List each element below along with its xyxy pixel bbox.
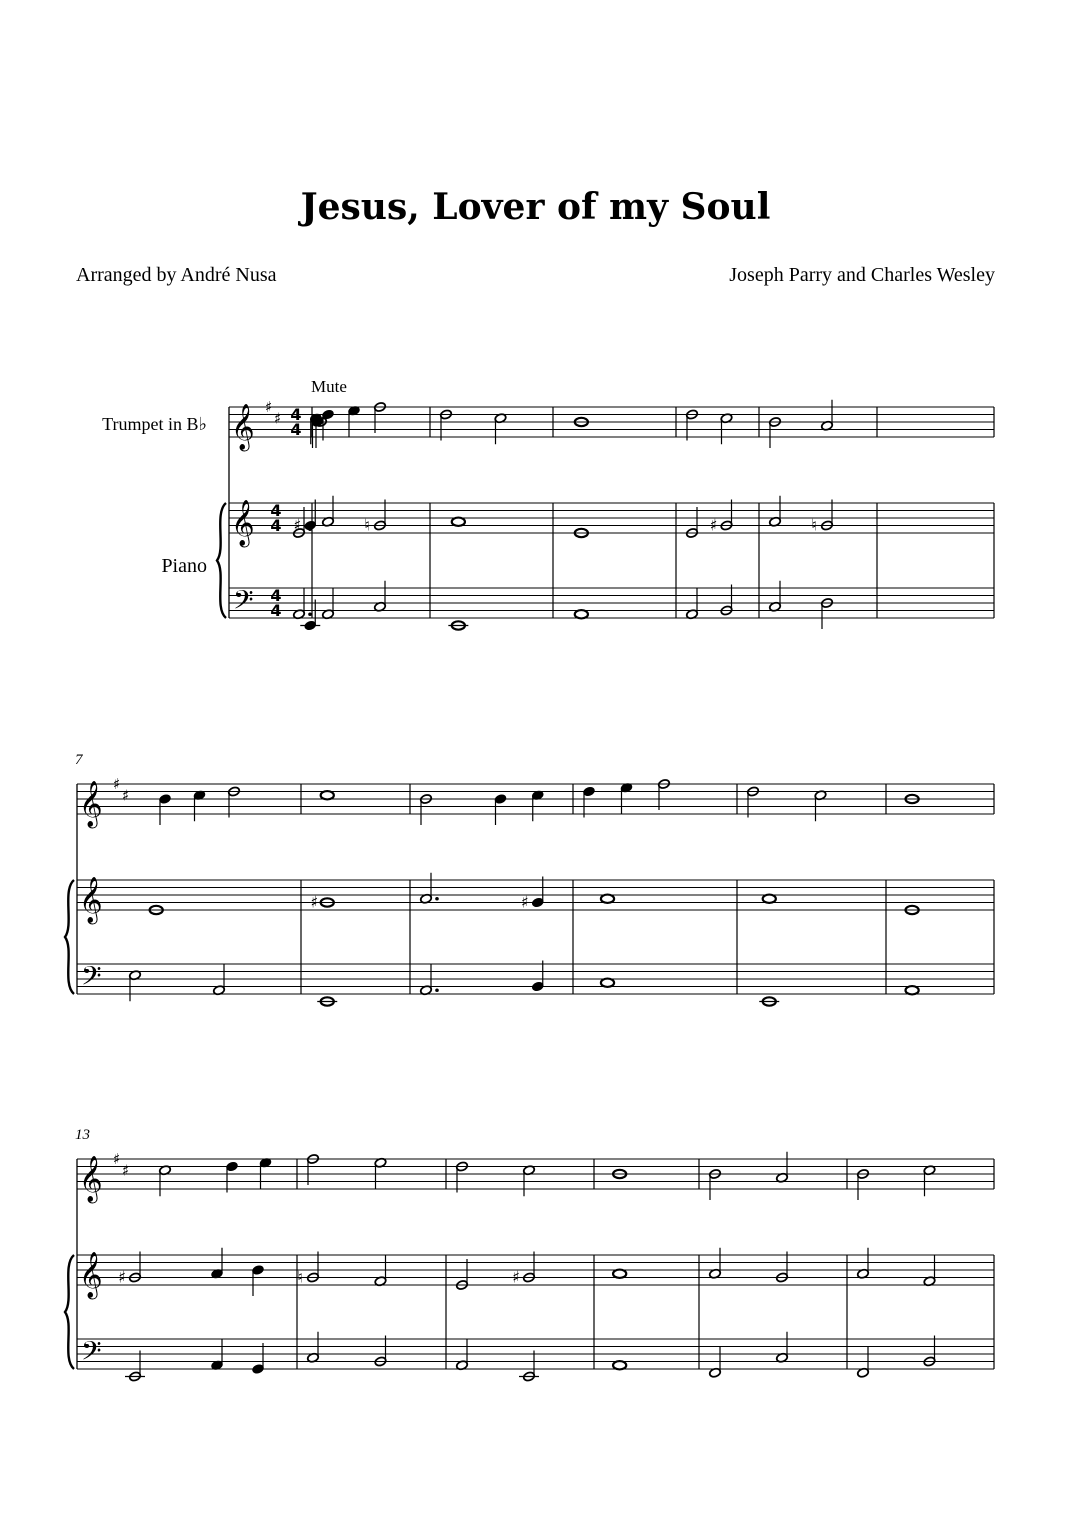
notehead-whole (613, 1270, 626, 1278)
note (720, 585, 733, 616)
note (686, 588, 699, 619)
note (321, 791, 334, 799)
note (776, 1152, 789, 1183)
note (512, 1252, 535, 1287)
note (252, 1265, 265, 1296)
note (519, 1351, 539, 1382)
piano-treble-staff (229, 503, 994, 533)
bass-clef-icon: 𝄢 (81, 1335, 102, 1373)
note (228, 786, 241, 817)
note (494, 413, 507, 444)
notehead-whole (452, 518, 465, 526)
mute-expression: Mute (311, 377, 347, 396)
key-sharp-icon: ♯ (122, 786, 130, 805)
trumpet-label: Trumpet in B♭ (102, 414, 207, 434)
note (857, 1248, 870, 1279)
note (720, 413, 733, 444)
note (763, 895, 776, 903)
note (125, 1351, 145, 1382)
note (821, 400, 834, 431)
note (686, 409, 699, 440)
piano-brace (65, 880, 74, 994)
time-signature-numerator: 4 (270, 501, 282, 520)
note (747, 786, 760, 817)
note (159, 1165, 172, 1196)
note (420, 794, 433, 825)
score-title: Jesus, Lover of my Soul (300, 186, 771, 228)
note (776, 1252, 789, 1283)
note (857, 1169, 870, 1200)
treble-clef-icon: 𝄞 (231, 404, 255, 450)
trumpet-staff (229, 407, 994, 437)
note (364, 500, 386, 535)
note (420, 964, 439, 995)
note (440, 409, 453, 440)
note (494, 794, 507, 825)
time-signature-numerator: 4 (270, 586, 282, 605)
note (769, 581, 782, 612)
note (252, 1343, 265, 1374)
note (129, 970, 142, 1001)
note (118, 1252, 141, 1287)
treble-clef-icon: 𝄞 (79, 781, 103, 827)
treble-clef-icon: 𝄞 (79, 877, 103, 923)
note (575, 610, 588, 618)
sharp-icon: ♯ (520, 892, 529, 912)
notehead-whole (601, 979, 614, 987)
note (226, 1161, 239, 1192)
bass-clef-icon: 𝄢 (81, 960, 102, 998)
note (211, 1339, 224, 1370)
composer-credit: Joseph Parry and Charles Wesley (729, 264, 995, 286)
note (710, 500, 733, 535)
key-sharp-icon: ♯ (113, 1150, 121, 1168)
piano-label: Piano (161, 555, 207, 577)
sharp-icon: ♯ (512, 1267, 520, 1287)
notehead-whole (763, 895, 776, 903)
note (531, 790, 544, 821)
key-sharp-icon: ♯ (274, 409, 282, 428)
note (322, 409, 335, 440)
note (521, 877, 544, 912)
treble-clef-icon: 𝄞 (231, 500, 255, 546)
note (709, 1248, 722, 1279)
note (906, 986, 919, 994)
note (211, 1248, 224, 1279)
note (923, 1336, 936, 1367)
note (322, 496, 335, 527)
treble-clef-icon: 𝄞 (79, 1156, 103, 1202)
note (620, 782, 633, 813)
note (452, 518, 465, 526)
note (857, 1347, 870, 1378)
note (811, 500, 833, 535)
treble-clef-icon: 𝄞 (79, 1252, 103, 1298)
natural-icon: ♮ (811, 515, 817, 535)
note (259, 1157, 272, 1188)
note (213, 964, 226, 995)
note (923, 1255, 936, 1286)
note (456, 1161, 469, 1192)
note (374, 1255, 387, 1286)
note (658, 779, 671, 810)
note (159, 794, 172, 825)
note (322, 588, 335, 619)
time-signature-denominator: 4 (290, 420, 302, 439)
key-sharp-icon: ♯ (113, 775, 121, 793)
notehead-whole (613, 1361, 626, 1369)
bass-clef-icon: 𝄢 (233, 584, 254, 622)
natural-icon: ♮ (364, 515, 370, 535)
note (456, 1259, 469, 1290)
note (307, 1332, 320, 1363)
note (583, 786, 596, 817)
note (523, 1165, 536, 1196)
key-sharp-icon: ♯ (122, 1161, 130, 1180)
sharp-icon: ♯ (118, 1267, 126, 1287)
note (759, 997, 779, 1005)
note (531, 961, 544, 992)
note (769, 496, 782, 527)
augmentation-dot (435, 988, 439, 992)
note (307, 1154, 320, 1185)
measure-number: 13 (75, 1127, 90, 1143)
augmentation-dot (435, 897, 439, 901)
note (374, 402, 387, 433)
key-sharp-icon: ♯ (265, 398, 273, 416)
piano-treble-staff (77, 1255, 994, 1285)
note (374, 1336, 387, 1367)
note (456, 1339, 469, 1370)
note (374, 1157, 387, 1188)
trumpet-staff (77, 1159, 994, 1189)
piano-brace (217, 503, 226, 618)
note (348, 405, 361, 436)
note (821, 598, 834, 629)
note (448, 621, 468, 629)
sharp-icon: ♯ (293, 515, 302, 535)
note (420, 873, 439, 904)
notehead-whole (906, 986, 919, 994)
note (317, 997, 337, 1005)
note (709, 1347, 722, 1378)
sharp-icon: ♯ (310, 892, 319, 912)
note (776, 1332, 789, 1363)
time-signature-denominator: 4 (270, 516, 282, 535)
sharp-icon: ♯ (709, 515, 718, 535)
piano-brace (65, 1255, 74, 1369)
augmentation-dot (308, 612, 312, 616)
notehead-whole (321, 791, 334, 799)
piano-bass-staff (229, 588, 994, 618)
natural-icon: ♮ (297, 1267, 303, 1287)
note (769, 417, 782, 448)
note (686, 507, 699, 538)
notehead-whole (575, 610, 588, 618)
time-signature-denominator: 4 (270, 601, 282, 620)
note (613, 1270, 626, 1278)
note (293, 588, 312, 619)
note (601, 895, 614, 903)
note (613, 1361, 626, 1369)
notehead-whole (601, 895, 614, 903)
note (374, 581, 387, 612)
note (293, 500, 316, 535)
note (297, 1252, 319, 1287)
note (709, 1169, 722, 1200)
note (923, 1165, 936, 1196)
time-signature-numerator: 4 (290, 405, 302, 424)
measure-number: 7 (75, 752, 83, 768)
note (193, 790, 206, 821)
arranger-credit: Arranged by André Nusa (76, 264, 277, 286)
note (814, 790, 827, 821)
note (601, 979, 614, 987)
